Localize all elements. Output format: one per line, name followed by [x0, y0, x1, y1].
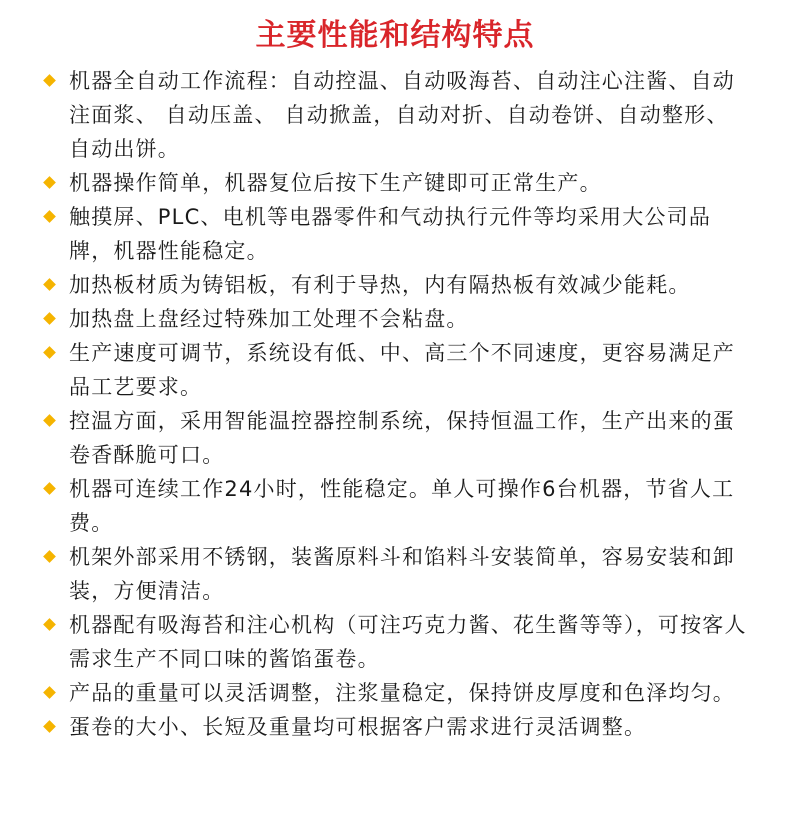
diamond-icon	[45, 688, 55, 698]
page-title: 主要性能和结构特点	[255, 18, 535, 53]
diamond-icon	[45, 280, 55, 290]
diamond-icon	[45, 76, 55, 86]
list-item	[0, 676, 790, 710]
list-item	[0, 302, 790, 336]
diamond-icon	[45, 484, 55, 494]
list-item	[0, 64, 790, 166]
diamond-icon	[45, 348, 55, 358]
feature-text: 触摸屏、PLC、电机等电器零件和气动执行元件等均采用大公司品牌，机器性能稳定。	[69, 205, 712, 263]
list-item	[0, 608, 790, 676]
feature-text: 机架外部采用不锈钢，装酱原料斗和馅料斗安装简单，容易安装和卸装，方便清洁。	[69, 545, 735, 603]
feature-text: 机器全自动工作流程：自动控温、自动吸海苔、自动注心注酱、自动注面浆、 自动压盖、 自动掀盖，自动对折、自动卷饼、自动整形、自动出饼。	[69, 69, 735, 161]
list-item	[0, 540, 790, 608]
feature-text: 机器操作简单，机器复位后按下生产键即可正常生产。	[69, 171, 602, 195]
feature-text: 蛋卷的大小、长短及重量均可根据客户需求进行灵活调整。	[69, 715, 647, 739]
feature-text: 生产速度可调节，系统设有低、中、高三个不同速度，更容易满足产品工艺要求。	[69, 341, 735, 399]
feature-text: 加热板材质为铸铝板，有利于导热，内有隔热板有效减少能耗。	[69, 273, 691, 297]
list-item	[0, 404, 790, 472]
feature-text: 加热盘上盘经过特殊加工处理不会粘盘。	[69, 307, 469, 331]
list-item	[0, 710, 790, 744]
diamond-icon	[45, 212, 55, 222]
diamond-icon	[45, 314, 55, 324]
list-item	[0, 336, 790, 404]
list-item	[0, 200, 790, 268]
feature-text: 机器可连续工作24小时，性能稳定。单人可操作6台机器，节省人工费。	[69, 477, 735, 535]
feature-text: 机器配有吸海苔和注心机构（可注巧克力酱、花生酱等等），可按客人需求生产不同口味的酱馅蛋卷。	[69, 613, 747, 671]
feature-text: 控温方面，采用智能温控器控制系统，保持恒温工作，生产出来的蛋卷香酥脆可口。	[69, 409, 735, 467]
diamond-icon	[45, 416, 55, 426]
diamond-icon	[45, 722, 55, 732]
list-item	[0, 472, 790, 540]
diamond-icon	[45, 178, 55, 188]
diamond-icon	[45, 552, 55, 562]
feature-text: 产品的重量可以灵活调整，注浆量稳定，保持饼皮厚度和色泽均匀。	[69, 681, 735, 705]
list-item	[0, 268, 790, 302]
list-item	[0, 166, 790, 200]
diamond-icon	[45, 620, 55, 630]
feature-list	[0, 64, 790, 744]
